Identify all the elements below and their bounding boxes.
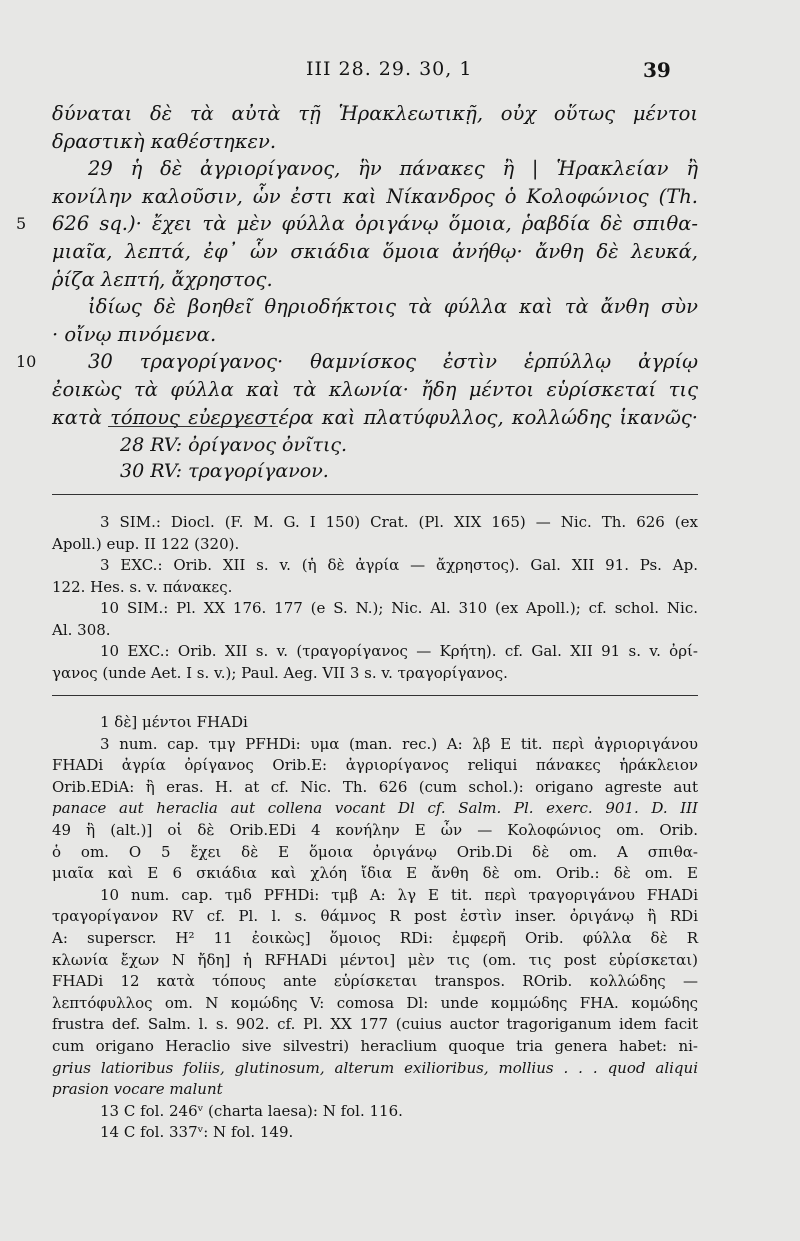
apparatus-line: 10 num. cap. τμδ PFHDi: τμβ A: λγ E tit. περὶ τραγοριγάνου FHADi xyxy=(100,885,698,904)
text-line xyxy=(52,100,698,128)
apparatus-line: frustra def. Salm. l. s. 902. cf. Pl. XX 177 (cuius auctor tragoriganum idem facit xyxy=(52,1015,698,1034)
sources-apparatus xyxy=(52,512,698,684)
apparatus-line: λεπτόφυλλος om. N κομώδης V: comosa Dl: unde κομμώδης FHA. κομώδης xyxy=(52,993,698,1012)
text-line xyxy=(52,376,698,404)
apparatus-line: κλωνία ἔχων N ἤδη] ἡ RFHADi μέντοι] μὲν τις (om. τις post εὑρίσκεται) xyxy=(52,950,698,969)
text-line xyxy=(52,293,698,321)
line-text: ἐοικὼς τὰ φύλλα καὶ τὰ κλωνία· ἤδη μέντοι εὑρίσκεταί τις xyxy=(52,377,698,401)
source-line: γανος (unde Aet. I s. v.); Paul. Aeg. VII 3 s. v. τραγορίγανος. xyxy=(52,663,508,682)
source-line: 10 SIM.: Pl. XX 176. 177 (e S. N.); Nic. Al. 310 (ex Apoll.); cf. schol. Nic. xyxy=(100,599,698,617)
line-text: 29 ἡ δὲ ἀγριορίγανος, ἣν πάνακες ἢ | Ἡρακλείαν ἢ xyxy=(88,157,698,181)
critical-apparatus xyxy=(52,712,698,1144)
apparatus-line: 13 C fol. 246ᵛ (charta laesa): N fol. 116. xyxy=(100,1101,403,1120)
line-text: δύναται δὲ τὰ αὐτὰ τῇ Ἡρακλεωτικῇ, οὐχ οὕτως μέντοι xyxy=(52,102,698,125)
lemma-rule xyxy=(108,426,278,427)
text-line xyxy=(52,128,698,156)
apparatus-line: FHADi 12 κατὰ τόπους ante εὑρίσκεται transpos. ROrib. κολλώδης — xyxy=(52,972,698,991)
apparatus-line: prasion vocare malunt xyxy=(52,1080,223,1099)
apparatus-line: FHADi ἀγρία ὀρίγανος Orib.E: ἀγριορίγανος reliqui πάνακες ἡράκλειον xyxy=(52,756,698,775)
lemmata-block xyxy=(120,432,347,484)
text-line xyxy=(52,321,698,349)
line-text: δραστικὴ καθέστηκεν. xyxy=(52,129,277,153)
apparatus-line: grius latioribus foliis, glutinosum, alterum exilioribus, mollius . . . quod aliqui xyxy=(52,1058,698,1077)
source-line: 122. Hes. s. v. πάνακες. xyxy=(52,577,233,596)
apparatus-line: Orib.EDiA: ἢ eras. H. at cf. Nic. Th. 626 (cum schol.): origano agreste aut xyxy=(52,777,698,796)
critical-apparatus-rule xyxy=(52,695,698,696)
apparatus-line: A: superscr. H² 11 ἐοικὼς] ὅμοιος RDi: ἐμφερῆ Orib. φύλλα δὲ R xyxy=(52,928,698,947)
line-number: 5 xyxy=(16,214,27,234)
apparatus-line: cum origano Heraclio sive silvestri) heraclium quoque tria genera habet: ni- xyxy=(52,1036,698,1055)
line-text: κονίλην καλοῦσιν, ὧν ἐστι καὶ Νίκανδρος ὁ Κολοφώνιος (Th. xyxy=(52,184,698,208)
apparatus-line: panace aut heraclia aut collena vocant Dl cf. Salm. Pl. exerc. 901. D. III xyxy=(52,799,698,818)
apparatus-line: τραγορίγανον RV cf. Pl. l. s. θάμνος R post ἐστὶν inser. ὀριγάνῳ ἢ RDi xyxy=(52,907,698,926)
apparatus-line: ὁ om. O 5 ἔχει δὲ E ὅμοια ὀριγάνῳ Orib.Di δὲ om. A σπιθα- xyxy=(52,842,698,861)
apparatus-line: 49 ἣ (alt.)] οἱ δὲ Orib.EDi 4 κονήλην E ὧν — Κολοφώνιος om. Orib. xyxy=(52,820,698,839)
page-number: 39 xyxy=(643,58,671,82)
page-header xyxy=(0,58,800,88)
apparatus-line: 14 C fol. 337ᵛ: N fol. 149. xyxy=(100,1123,294,1142)
line-text: κατὰ τόπους εὐεργεστέρα καὶ πλατύφυλλος, κολλώδης ἱκανῶς· xyxy=(52,405,698,429)
apparatus-line: 3 num. cap. τμγ PFHDi: υμα (man. rec.) A: λβ E tit. περὶ ἀγριοριγάνου xyxy=(100,734,698,753)
source-line: Apoll.) eup. II 122 (320). xyxy=(52,534,240,553)
text-line xyxy=(52,183,698,211)
text-line xyxy=(52,238,698,266)
lemma-line: 28 RV: ὀρίγανος ὀνῖτις. xyxy=(120,434,348,456)
line-text: μιαῖα, λεπτά, ἐφ᾽ ὧν σκιάδια ὅμοια ἀνήθῳ· ἄνθη δὲ λευκά, xyxy=(52,239,698,263)
apparatus-line: 1 δὲ] μέντοι FHADi xyxy=(100,713,248,731)
line-text: · οἴνῳ πινόμενα. xyxy=(52,322,217,346)
source-line: 3 SIM.: Diocl. (F. M. G. I 150) Crat. (Pl. XIX 165) — Nic. Th. 626 (ex xyxy=(100,513,698,531)
text-line xyxy=(16,348,698,376)
text-line xyxy=(16,210,698,238)
line-text: 626 sq.)· ἔχει τὰ μὲν φύλλα ὀριγάνῳ ὅμοια, ῥαβδία δὲ σπιθα- xyxy=(52,212,698,236)
line-text: ῥίζα λεπτή, ἄχρηστος. xyxy=(52,267,273,291)
main-text xyxy=(16,100,698,431)
sources-rule xyxy=(52,494,698,495)
line-text: 30 τραγορίγανος· θαμνίσκος ἐστὶν ἑρπύλλῳ ἀγρίῳ xyxy=(88,350,698,374)
text-line xyxy=(52,155,698,183)
line-text: ἰδίως δὲ βοηθεῖ θηριοδήκτοις τὰ φύλλα καὶ τὰ ἄνθη σὺν xyxy=(88,295,698,319)
source-line: 3 EXC.: Orib. XII s. v. (ἡ δὲ ἀγρία — ἄχρηστος). Gal. XII 91. Ps. Ap. xyxy=(100,556,698,574)
apparatus-line: μιαῖα καὶ E 6 σκιάδια καὶ χλόη ἴδια E ἄνθη δὲ om. Orib.: δὲ om. E xyxy=(52,864,698,883)
source-line: 10 EXC.: Orib. XII s. v. (τραγορίγανος — Κρήτη). cf. Gal. XII 91 s. v. ὀρί- xyxy=(100,642,698,660)
running-head: III 28. 29. 30, 1 xyxy=(306,58,473,80)
text-line xyxy=(52,266,698,294)
line-number: 10 xyxy=(16,352,37,372)
source-line: Al. 308. xyxy=(52,620,111,639)
lemma-line: 30 RV: τραγορίγανον. xyxy=(120,460,329,482)
